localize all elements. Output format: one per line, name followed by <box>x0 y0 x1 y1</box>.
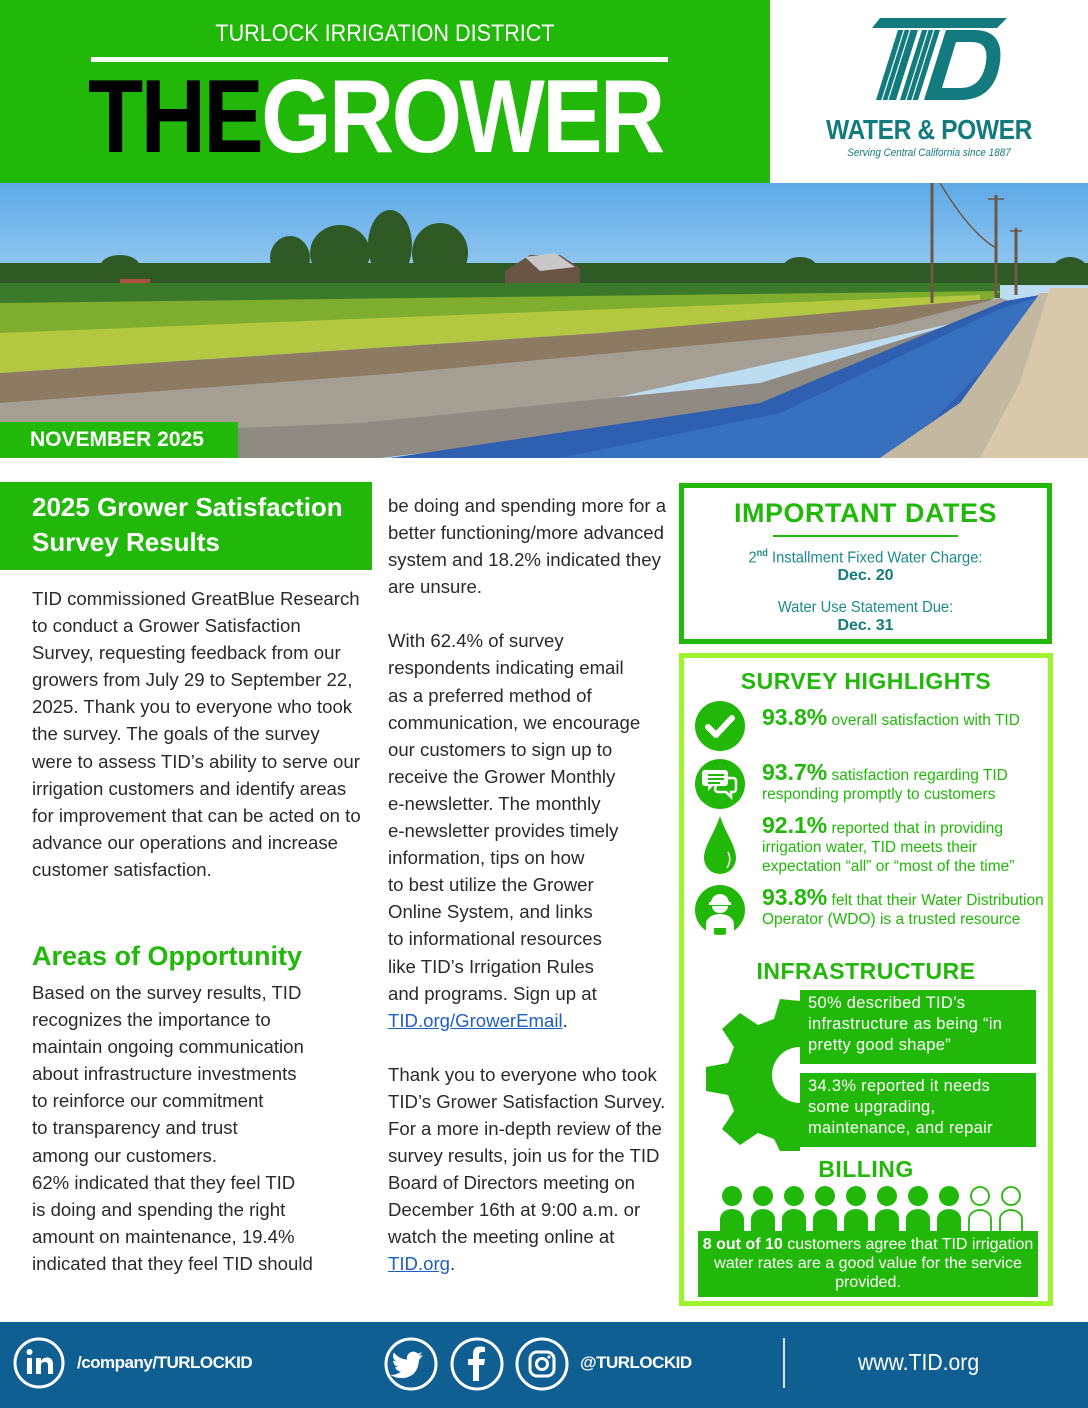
infrastructure-card-upgrading: 34.3% reported it needs some upgrading, maintenance, and repair <box>800 1073 1036 1147</box>
canal-landscape-illustration <box>0 183 1088 458</box>
linkedin-handle[interactable]: /company/TURLOCKID <box>77 1353 253 1372</box>
date-label-installment: 2nd Installment Fixed Water Charge: <box>748 548 983 567</box>
article-column-2 <box>388 492 673 1278</box>
instagram-icon[interactable] <box>514 1336 570 1392</box>
newsletter-paragraph: With 62.4% of survey respondents indicating email as a preferred method of communication, we encourage our customers to sign up to receive the Grower Monthly e-newsletter. The monthly e-newsletter provides timely information, tips on how to best utilize the Grower Online System, and links to informational resources like TID’s Irrigation Rules and programs. Sign up at TID.org/GrowerEmail. <box>388 630 641 1031</box>
continued-paragraph: be doing and spending more for a better functioning/more advanced system and 18.2% indicated they are unsure. <box>388 495 667 598</box>
chat-bubbles-icon <box>694 758 746 810</box>
tid-logo-mark-icon <box>862 18 1007 100</box>
website-link[interactable]: www.TID.org <box>858 1349 980 1375</box>
billing-title: BILLING <box>818 1156 914 1182</box>
date-label-water-use: Water Use Statement Due: <box>777 599 954 617</box>
opportunity-paragraph: Based on the survey results, TID recognizes the importance to maintain ongoing communication about infrastructure investments to reinforce our commitment to transparency and trust among our customers. 62% indicated that they feel TID is doing and spending the right amount on maintenance, 19.4% indicated that they feel TID should <box>32 982 313 1274</box>
facebook-icon[interactable] <box>449 1336 505 1392</box>
people-pictogram-icon <box>720 1186 1030 1231</box>
article-intro: TID commissioned GreatBlue Research to conduct a Grower Satisfaction Survey, requesting feedback from our growers from July 29 to September 22, 2025. Thank you to everyone who took the survey. The goals of the survey were to assess TID’s ability to serve our irrigation customers and identify areas for improvement that can be acted on to advance our operations and increase customer satisfaction. <box>32 588 361 880</box>
important-dates-title: IMPORTANT DATES <box>734 498 997 528</box>
infrastructure-card-good-shape: 50% described TID’s infrastructure as being “in pretty good shape” <box>800 990 1036 1064</box>
checkmark-icon <box>694 700 746 752</box>
infrastructure-title: INFRASTRUCTURE <box>756 958 976 984</box>
hero-photo-canal <box>0 183 1088 458</box>
gear-icon <box>700 991 800 1151</box>
worker-hardhat-icon <box>694 884 746 936</box>
meeting-paragraph: Thank you to everyone who took TID’s Grower Satisfaction Survey. For a more in-depth review of the survey results, join us for the TID Board of Directors meeting on December 16th at 9:00 a.m. or watch the meeting online at TID.org. <box>388 1063 666 1275</box>
footer <box>0 1322 1088 1408</box>
important-dates-box <box>679 483 1052 644</box>
title-grower: GROWER <box>261 59 663 175</box>
issue-date-badge: NOVEMBER 2025 <box>0 422 238 458</box>
areas-of-opportunity-heading: Areas of Opportunity <box>32 941 303 971</box>
social-handle[interactable]: @TURLOCKID <box>580 1353 692 1372</box>
billing-card: 8 out of 10 customers agree that TID irrigation water rates are a good value for the service provided. <box>698 1231 1038 1297</box>
article-heading: 2025 Grower Satisfaction Survey Results <box>0 482 372 570</box>
title-the: THE <box>88 59 262 175</box>
logo-water-power: WATER & POWER <box>825 114 1033 145</box>
water-drop-icon <box>694 814 746 876</box>
footer-divider <box>783 1338 785 1388</box>
twitter-icon[interactable] <box>383 1336 439 1392</box>
survey-highlights-panel: SURVEY HIGHLIGHTS 93.8% overall satisfaction with TID 93.7% satisfaction regarding TID responding promptly to customers 92.1% reported that in providing irrigation water, TID meets their expectation “all” or “most of the time” 93.8% felt that their Water Distribution Operator (WDO) is a trusted resource INFRASTRUCTURE 50% described TID’s infrastructure as being “in pretty good shape” 34.3% reported it needs some upgrading, maintenance, and repair BILLING 8 out of 10 customers agree that TID irrigation water rates are a good value for the service provided. <box>679 653 1053 1306</box>
newsletter-title <box>88 59 663 175</box>
masthead <box>0 0 770 183</box>
survey-highlights-title: SURVEY HIGHLIGHTS <box>740 668 992 694</box>
dates-divider <box>773 535 958 537</box>
tid-org-link[interactable]: TID.org <box>388 1253 450 1275</box>
tid-logo <box>770 0 1088 183</box>
org-name: TURLOCK IRRIGATION DISTRICT <box>215 20 555 47</box>
date-value-water-use: Dec. 31 <box>837 617 894 635</box>
date-value-installment: Dec. 20 <box>837 567 894 585</box>
grower-email-link[interactable]: TID.org/GrowerEmail <box>388 1009 563 1031</box>
linkedin-icon[interactable] <box>12 1336 66 1390</box>
logo-tagline: Serving Central California since 1887 <box>847 147 1011 159</box>
